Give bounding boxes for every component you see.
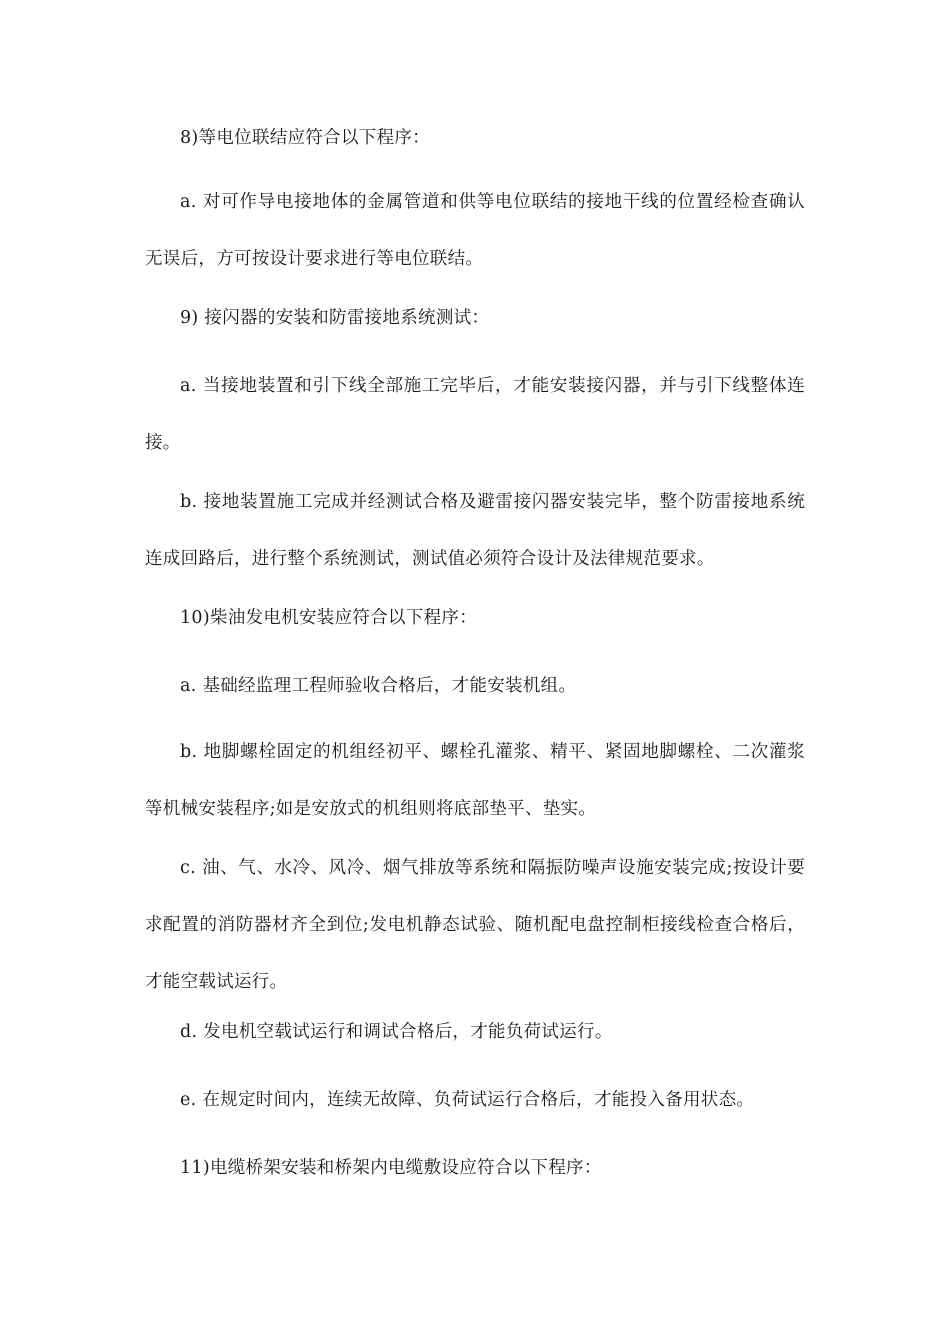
paragraph-10b: b. 地脚螺栓固定的机组经初平、螺栓孔灌浆、精平、紧固地脚螺栓、二次灌浆等机械安装程序;如是安放式的机组则将底部垫平、垫实。	[145, 742, 805, 819]
paragraph-8a: a. 对可作导电接地体的金属管道和供等电位联结的接地干线的位置经检查确认无误后，方可按设计要求进行等电位联结。	[145, 192, 805, 269]
paragraph-8-heading: 8)等电位联结应符合以下程序：	[180, 128, 430, 148]
paragraph-10c: c. 油、气、水冷、风冷、烟气排放等系统和隔振防噪声设施安装完成;按设计要求配置的消防器材齐全到位;发电机静态试验、随机配电盘控制柜接线检查合格后，才能空载试运行。	[145, 858, 805, 992]
paragraph-11-heading: 11)电缆桥架安装和桥架内电缆敷设应符合以下程序：	[180, 1158, 602, 1178]
paragraph-10e: e. 在规定时间内，连续无故障、负荷试运行合格后，才能投入备用状态。	[180, 1090, 755, 1110]
paragraph-10a: a. 基础经监理工程师验收合格后，才能安装机组。	[180, 676, 577, 696]
paragraph-9b: b. 接地装置施工完成并经测试合格及避雷接闪器安装完毕，整个防雷接地系统连成回路后，进行整个系统测试，测试值必须符合设计及法律规范要求。	[145, 492, 805, 569]
paragraph-9a: a. 当接地装置和引下线全部施工完毕后，才能安装接闪器，并与引下线整体连接。	[145, 376, 805, 453]
paragraph-9-heading: 9) 接闪器的安装和防雷接地系统测试：	[180, 308, 490, 328]
paragraph-10-heading: 10)柴油发电机安装应符合以下程序：	[180, 608, 477, 628]
paragraph-10d: d. 发电机空载试运行和调试合格后，才能负荷试运行。	[180, 1022, 613, 1042]
